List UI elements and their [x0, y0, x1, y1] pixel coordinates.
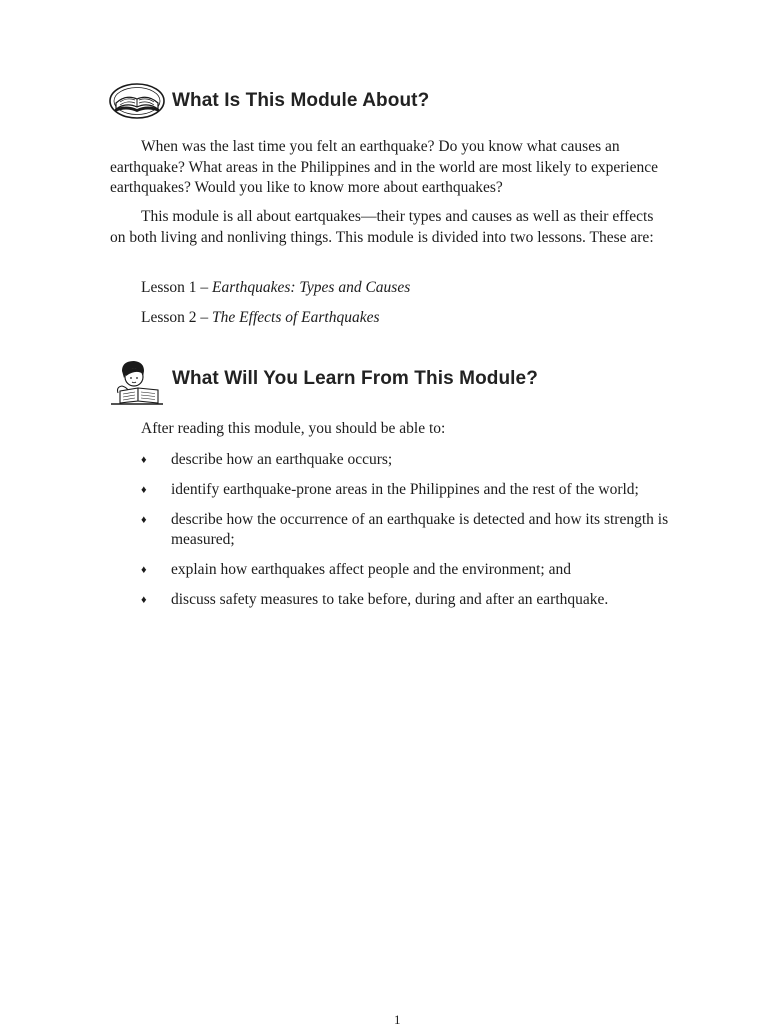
diamond-bullet-icon: ♦	[141, 484, 147, 496]
objective-text: identify earthquake-prone areas in the Philippines and the rest of the world;	[171, 481, 639, 498]
objective-item	[141, 480, 681, 500]
objective-text: describe how an earthquake occurs;	[171, 451, 393, 468]
section-title-learn: What Will You Learn From This Module?	[172, 368, 538, 389]
objectives-list	[141, 450, 681, 620]
section-title-about: What Is This Module About?	[172, 90, 430, 111]
objective-text: explain how earthquakes affect people and the environment; and	[171, 561, 571, 578]
objective-text: discuss safety measures to take before, during and after an earthquake.	[171, 591, 609, 608]
objective-item	[141, 450, 681, 470]
section-heading-about	[108, 79, 429, 123]
objective-text: describe how the occurrence of an earthquake is detected and how its strength is measured;	[171, 511, 669, 548]
section-heading-learn	[108, 357, 538, 401]
intro-paragraph-text: When was the last time you felt an earthquake? Do you know what causes an earthquake? What areas in the Philippines and in the world are most likely to experience earthquakes? Would you like to know more about earthquakes?	[110, 138, 659, 196]
intro-paragraph	[110, 207, 670, 248]
objective-item	[141, 590, 681, 610]
diamond-bullet-icon: ♦	[141, 514, 147, 526]
objective-item	[141, 510, 681, 550]
intro-paragraph	[110, 137, 670, 199]
open-book-icon	[108, 79, 166, 123]
reading-student-icon	[108, 357, 166, 401]
learn-intro-text: After reading this module, you should be able to:	[141, 420, 446, 437]
lesson-item	[141, 309, 380, 327]
lesson-prefix: Lesson 2 –	[141, 309, 213, 326]
objective-item	[141, 560, 681, 580]
page-number: 1	[394, 1012, 401, 1027]
diamond-bullet-icon: ♦	[141, 594, 147, 606]
diamond-bullet-icon: ♦	[141, 454, 147, 466]
lesson-prefix: Lesson 1 –	[141, 279, 213, 296]
diamond-bullet-icon: ♦	[141, 564, 147, 576]
lesson-title: Earthquakes: Types and Causes	[212, 279, 411, 296]
intro-paragraph-text: This module is all about eartquakes—their types and causes as well as their effects on both living and nonliving things. This module is divided into two lessons. These are:	[110, 208, 654, 246]
lesson-title: The Effects of Earthquakes	[212, 309, 380, 326]
lesson-item	[141, 279, 410, 297]
